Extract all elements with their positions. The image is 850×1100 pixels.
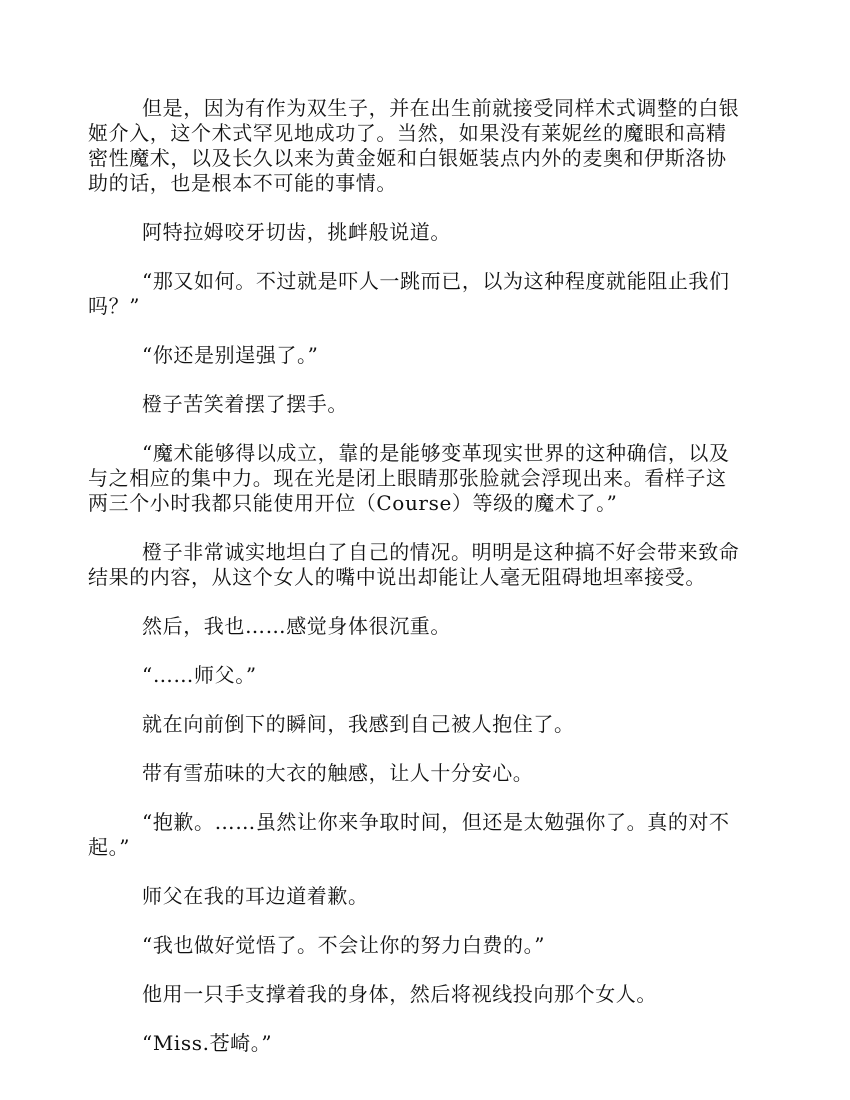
paragraph: 他用一只手支撑着我的身体，然后将视线投向那个女人。 bbox=[142, 982, 657, 1006]
paragraph: “……师父。” bbox=[142, 663, 257, 687]
paragraph: 带有雪茄味的大衣的触感，让人十分安心。 bbox=[142, 761, 534, 785]
paragraph: 橙子非常诚实地坦白了自己的情况。明明是这种搞不好会带来致命结果的内容，从这个女人的嘴中说出却能让人毫无阻碍地坦率接受。 bbox=[88, 540, 740, 589]
paragraph: “抱歉。……虽然让你来争取时间，但还是太勉强你了。真的对不起。” bbox=[88, 810, 730, 859]
paragraph: 橙子苦笑着摆了摆手。 bbox=[142, 392, 348, 416]
paragraph: “你还是别逞强了。” bbox=[142, 343, 319, 367]
paragraph: “那又如何。不过就是吓人一跳而已，以为这种程度就能阻止我们吗？” bbox=[88, 269, 730, 318]
paragraph: “魔术能够得以成立，靠的是能够变革现实世界的这种确信，以及与之相应的集中力。现在光是闭上眼睛那张脸就会浮现出来。看样子这两三个小时我都只能使用开位（Course）等级的魔术了。” bbox=[88, 441, 730, 515]
paragraph: “我也做好觉悟了。不会让你的努力白费的。” bbox=[142, 933, 546, 957]
paragraph: “Miss.苍崎。” bbox=[142, 1031, 273, 1055]
paragraph: 但是，因为有作为双生子，并在出生前就接受同样术式调整的白银姬介入，这个术式罕见地成功了。当然，如果没有莱妮丝的魔眼和高精密性魔术，以及长久以来为黄金姬和白银姬装点内外的麦奥和伊斯洛协助的话，也是根本不可能的事情。 bbox=[88, 96, 740, 195]
paragraph: 然后，我也……感觉身体很沉重。 bbox=[142, 614, 451, 638]
paragraph: 就在向前倒下的瞬间，我感到自己被人抱住了。 bbox=[142, 712, 575, 736]
paragraph: 阿特拉姆咬牙切齿，挑衅般说道。 bbox=[142, 220, 451, 244]
paragraph: 师父在我的耳边道着歉。 bbox=[142, 884, 369, 908]
